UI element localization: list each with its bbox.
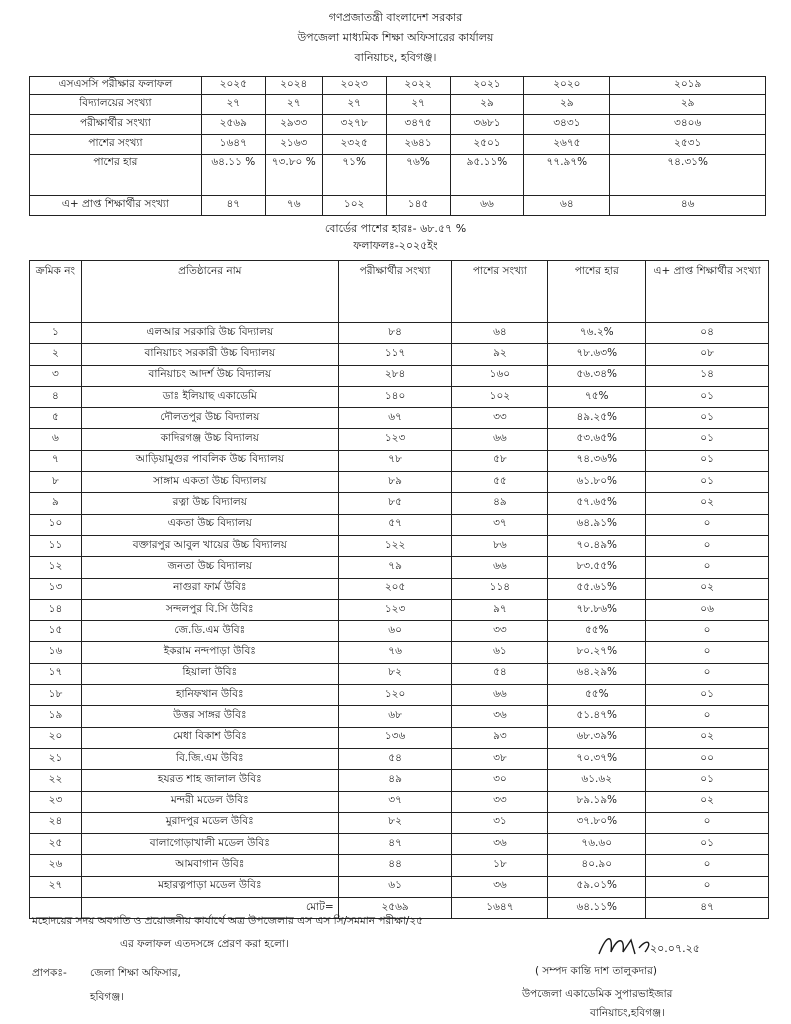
- row-passed: ৩৩: [452, 791, 548, 812]
- col-header-sl: ক্রমিক নং: [30, 261, 82, 323]
- table-row: [30, 429, 769, 450]
- summary-row-label: পাশের সংখ্যা: [30, 135, 202, 155]
- row-sl: ১৪: [30, 599, 82, 620]
- row-passed: ৫৮: [452, 450, 548, 471]
- row-passed: ৩৮: [452, 748, 548, 769]
- row-examinees: ২০৫: [338, 578, 452, 599]
- table-row: [30, 685, 769, 706]
- row-rate: ৫৫%: [548, 685, 646, 706]
- summary-cell: ২৫৬৯: [201, 115, 265, 135]
- row-examinees: ৮৪: [338, 323, 452, 344]
- table-row: [30, 535, 769, 556]
- summary-cell: ২৫৩১: [610, 135, 766, 155]
- header-office: উপজেলা মাধ্যমিক শিক্ষা অফিসারের কার্যালয়: [297, 31, 494, 44]
- row-name: বক্তারপুর আবুল খায়ের উচ্চ বিদ্যালয়: [81, 535, 338, 556]
- row-name: মহারত্নপাড়া মডেল উবিঃ: [81, 876, 338, 897]
- recipient-line-2: হবিগঞ্জ।: [90, 991, 124, 1003]
- row-sl: ২৭: [30, 876, 82, 897]
- row-aplus: ০১: [646, 685, 769, 706]
- summary-cell: ৩২৭৮: [322, 115, 386, 135]
- row-aplus: ০১: [646, 450, 769, 471]
- row-aplus: ০: [646, 557, 769, 578]
- row-rate: ৭৮.৮৬%: [548, 599, 646, 620]
- total-label: মোট=: [81, 898, 338, 919]
- summary-cell: ৩৪০৬: [610, 115, 766, 135]
- row-name: উত্তর সাঙ্গর উবিঃ: [81, 706, 338, 727]
- summary-cell: ৭৪.৩১%: [610, 155, 766, 196]
- row-name: জে.ডি.এম উবিঃ: [81, 621, 338, 642]
- row-sl: ৭: [30, 450, 82, 471]
- row-name: রত্না উচ্চ বিদ্যালয়: [81, 493, 338, 514]
- row-rate: ৬৪.৯১%: [548, 514, 646, 535]
- row-rate: ৭৬.২%: [548, 323, 646, 344]
- row-examinees: ১৩৬: [338, 727, 452, 748]
- row-passed: ৬৬: [452, 685, 548, 706]
- col-header-aplus: এ+ প্রাপ্ত শিক্ষার্থীর সংখ্যা: [646, 261, 769, 323]
- row-name: জনতা উচ্চ বিদ্যালয়: [81, 557, 338, 578]
- row-aplus: ০: [646, 876, 769, 897]
- row-aplus: ০২: [646, 578, 769, 599]
- table-row: [30, 663, 769, 684]
- table-row: [30, 770, 769, 791]
- table-row: [30, 876, 769, 897]
- row-examinees: ২৮৪: [338, 365, 452, 386]
- row-sl: ১৫: [30, 621, 82, 642]
- summary-cell: ২৭: [322, 95, 386, 115]
- row-rate: ৬৪.২৯%: [548, 663, 646, 684]
- row-aplus: ০১: [646, 429, 769, 450]
- row-aplus: ০২: [646, 727, 769, 748]
- row-passed: ৩৬: [452, 876, 548, 897]
- row-passed: ৩৭: [452, 514, 548, 535]
- row-sl: ১৮: [30, 685, 82, 706]
- table-row: [30, 472, 769, 493]
- row-examinees: ৮২: [338, 812, 452, 833]
- summary-table: [29, 76, 766, 216]
- row-passed: ৩৬: [452, 706, 548, 727]
- row-rate: ৫৩.৬৫%: [548, 429, 646, 450]
- table-row: [30, 834, 769, 855]
- row-rate: ৭০.৩৭%: [548, 748, 646, 769]
- row-sl: ১০: [30, 514, 82, 535]
- summary-year: ২০২৫: [201, 77, 265, 95]
- summary-year: ২০২২: [386, 77, 450, 95]
- row-examinees: ৫৭: [338, 514, 452, 535]
- summary-cell: ৬৪: [524, 196, 610, 216]
- summary-cell: ২৯: [450, 95, 524, 115]
- col-header-examinees: পরীক্ষার্থীর সংখ্যা: [338, 261, 452, 323]
- row-name: হিয়ালা উবিঃ: [81, 663, 338, 684]
- row-rate: ৭৮.৬৩%: [548, 344, 646, 365]
- summary-cell: ১৪৫: [386, 196, 450, 216]
- row-sl: ২৩: [30, 791, 82, 812]
- row-examinees: ৬৭: [338, 408, 452, 429]
- row-aplus: ০: [646, 855, 769, 876]
- summary-year: ২০২০: [524, 77, 610, 95]
- summary-row-label: এ+ প্রাপ্ত শিক্ষার্থীর সংখ্যা: [30, 196, 202, 216]
- row-passed: ৬১: [452, 642, 548, 663]
- row-sl: ২: [30, 344, 82, 365]
- row-sl: ৮: [30, 472, 82, 493]
- summary-cell: ২৬৪১: [386, 135, 450, 155]
- row-sl: ৯: [30, 493, 82, 514]
- row-rate: ৬১.৮০%: [548, 472, 646, 493]
- row-passed: ৫৫: [452, 472, 548, 493]
- table-row: [30, 642, 769, 663]
- recipient-label: প্রাপকঃ-: [32, 967, 67, 979]
- row-name: ইকরাম নন্দপাড়া উবিঃ: [81, 642, 338, 663]
- table-row: [30, 791, 769, 812]
- row-aplus: ০১: [646, 408, 769, 429]
- summary-cell: ২৬৭৫: [524, 135, 610, 155]
- row-examinees: ৭৬: [338, 642, 452, 663]
- row-examinees: ৩৭: [338, 791, 452, 812]
- results-body: [30, 323, 769, 898]
- row-aplus: ০: [646, 663, 769, 684]
- summary-cell: ৭৩.৮০ %: [265, 155, 322, 196]
- row-examinees: ১২৩: [338, 429, 452, 450]
- office-header: [0, 11, 791, 65]
- row-aplus: ০৬: [646, 599, 769, 620]
- row-examinees: ১২৩: [338, 599, 452, 620]
- col-header-passed: পাশের সংখ্যা: [452, 261, 548, 323]
- summary-cell: ৬৪.১১ %: [201, 155, 265, 196]
- row-passed: ৩৩: [452, 408, 548, 429]
- table-row: [30, 855, 769, 876]
- row-examinees: ১২২: [338, 535, 452, 556]
- summary-cell: ২৭: [386, 95, 450, 115]
- row-examinees: ৪৪: [338, 855, 452, 876]
- row-sl: ১৭: [30, 663, 82, 684]
- row-name: এলআর সরকারি উচ্চ বিদ্যালয়: [81, 323, 338, 344]
- row-aplus: ০৮: [646, 344, 769, 365]
- row-sl: ২৪: [30, 812, 82, 833]
- row-rate: ৩৭.৮০%: [548, 812, 646, 833]
- summary-cell: ২৩২৫: [322, 135, 386, 155]
- row-rate: ৮০.২৭%: [548, 642, 646, 663]
- row-sl: ২৬: [30, 855, 82, 876]
- results-table: [29, 260, 769, 919]
- row-aplus: ০: [646, 706, 769, 727]
- row-aplus: ০২: [646, 791, 769, 812]
- forwarding-note-1: মহোদয়ের সদয় অবগতি ও প্রয়োজনীয় কার্যার্থে অত্র উপজেলার এস এস সি/সমমান পরীক্ষা/২৫: [32, 915, 423, 927]
- row-passed: ৬৪: [452, 323, 548, 344]
- table-row: [30, 344, 769, 365]
- row-examinees: ৪৭: [338, 834, 452, 855]
- signer-name: ( সম্পদ কান্তি দাশ তালুকদার): [535, 965, 657, 977]
- summary-cell: ২৭: [265, 95, 322, 115]
- signature-date: ২০.০৭.২৫: [650, 942, 700, 955]
- row-examinees: ৮২: [338, 663, 452, 684]
- row-sl: ২১: [30, 748, 82, 769]
- row-rate: ৮৩.৫৫%: [548, 557, 646, 578]
- row-rate: ৫১.৪৭%: [548, 706, 646, 727]
- summary-cell: ২৯৩৩: [265, 115, 322, 135]
- row-sl: ২২: [30, 770, 82, 791]
- header-govt: গণপ্রজাতন্ত্রী বাংলাদেশ সরকার: [328, 11, 463, 24]
- row-rate: ৮৯.১৯%: [548, 791, 646, 812]
- summary-cell: ৭৬: [265, 196, 322, 216]
- table-row: [30, 323, 769, 344]
- row-examinees: ৬৮: [338, 706, 452, 727]
- row-rate: ৪০.৯০: [548, 855, 646, 876]
- row-passed: ৩৬: [452, 834, 548, 855]
- row-rate: ৫৬.৩৪%: [548, 365, 646, 386]
- row-name: হানিফখান উবিঃ: [81, 685, 338, 706]
- forwarding-note-2: এর ফলাফল এতদসঙ্গে প্রেরণ করা হলো।: [120, 938, 289, 950]
- row-passed: ৬৬: [452, 557, 548, 578]
- row-name: বানিয়াচং আদর্শ উচ্চ বিদ্যালয়: [81, 365, 338, 386]
- row-aplus: ০: [646, 514, 769, 535]
- row-passed: ১১৪: [452, 578, 548, 599]
- row-name: মন্দরী মডেল উবিঃ: [81, 791, 338, 812]
- row-examinees: ১১৭: [338, 344, 452, 365]
- row-sl: ৩: [30, 365, 82, 386]
- summary-cell: ৭১%: [322, 155, 386, 196]
- row-aplus: ০: [646, 535, 769, 556]
- row-sl: ৪: [30, 386, 82, 407]
- table-row: [30, 493, 769, 514]
- table-row: [30, 812, 769, 833]
- summary-cell: ২৯: [610, 95, 766, 115]
- row-examinees: ৬০: [338, 621, 452, 642]
- summary-year: ২০২৪: [265, 77, 322, 95]
- summary-cell: ২১৬৩: [265, 135, 322, 155]
- summary-cell: ২৭: [201, 95, 265, 115]
- table-row: [30, 450, 769, 471]
- table-row: [30, 599, 769, 620]
- col-header-rate: পাশের হার: [548, 261, 646, 323]
- row-aplus: ০১: [646, 386, 769, 407]
- header-location: বানিয়াচং, হবিগঞ্জ।: [354, 51, 437, 64]
- row-name: মেধা বিকাশ উবিঃ: [81, 727, 338, 748]
- row-passed: ১৮: [452, 855, 548, 876]
- row-name: সাঙ্গাম একতা উচ্চ বিদ্যালয়: [81, 472, 338, 493]
- row-aplus: ০২: [646, 493, 769, 514]
- row-examinees: ৮৫: [338, 493, 452, 514]
- row-rate: ৭৪.৩৬%: [548, 450, 646, 471]
- row-aplus: ০১: [646, 770, 769, 791]
- row-aplus: ০০: [646, 748, 769, 769]
- row-rate: ৬১.৬২: [548, 770, 646, 791]
- row-passed: ১৬০: [452, 365, 548, 386]
- total-aplus: ৪৭: [646, 898, 769, 919]
- row-examinees: ১২০: [338, 685, 452, 706]
- summary-cell: ১০২: [322, 196, 386, 216]
- row-rate: ৫৭.৬৫%: [548, 493, 646, 514]
- row-rate: ৫৯.০১%: [548, 876, 646, 897]
- row-sl: ১২: [30, 557, 82, 578]
- row-passed: ৮৬: [452, 535, 548, 556]
- row-name: সন্দলপুর বি.সি উবিঃ: [81, 599, 338, 620]
- row-aplus: ১৪: [646, 365, 769, 386]
- row-examinees: ৪৯: [338, 770, 452, 791]
- row-sl: ১৩: [30, 578, 82, 599]
- board-pass-rate: বোর্ডের পাশের হারঃ- ৬৮.৫৭ %: [324, 222, 467, 235]
- row-rate: ৪৯.২৫%: [548, 408, 646, 429]
- summary-cell: ২৫০১: [450, 135, 524, 155]
- row-name: হযরত শাহ জালাল উবিঃ: [81, 770, 338, 791]
- summary-cell: ৭৬%: [386, 155, 450, 196]
- table-row: [30, 621, 769, 642]
- summary-cell: ৪৬: [610, 196, 766, 216]
- summary-year: ২০১৯: [610, 77, 766, 95]
- table-row: [30, 386, 769, 407]
- row-passed: ৯২: [452, 344, 548, 365]
- row-examinees: ৮৯: [338, 472, 452, 493]
- summary-row-label: পরীক্ষার্থীর সংখ্যা: [30, 115, 202, 135]
- summary-cell: ৭৭.৯৭%: [524, 155, 610, 196]
- row-aplus: ০: [646, 642, 769, 663]
- row-aplus: ০১: [646, 472, 769, 493]
- row-rate: ৫৫.৬১%: [548, 578, 646, 599]
- row-passed: ৩১: [452, 812, 548, 833]
- summary-cell: ৪৭: [201, 196, 265, 216]
- row-name: ডাঃ ইলিয়াছ একাডেমি: [81, 386, 338, 407]
- row-name: বি.জি.এম উবিঃ: [81, 748, 338, 769]
- row-aplus: ০: [646, 812, 769, 833]
- table-row: [30, 578, 769, 599]
- row-passed: ৩০: [452, 770, 548, 791]
- row-rate: ৭০.৪৯%: [548, 535, 646, 556]
- summary-year: ২০২১: [450, 77, 524, 95]
- row-sl: ৫: [30, 408, 82, 429]
- row-aplus: ০: [646, 621, 769, 642]
- row-name: বানিয়াচং সরকারী উচ্চ বিদ্যালয়: [81, 344, 338, 365]
- row-name: নাগুরা ফার্ম উবিঃ: [81, 578, 338, 599]
- table-row: [30, 706, 769, 727]
- summary-row-label: পাশের হার: [30, 155, 202, 196]
- row-rate: ৬৮.৩৯%: [548, 727, 646, 748]
- row-name: আমবাগান উবিঃ: [81, 855, 338, 876]
- table-row: [30, 514, 769, 535]
- row-examinees: ৭৯: [338, 557, 452, 578]
- row-passed: ৪৯: [452, 493, 548, 514]
- row-aplus: ০৪: [646, 323, 769, 344]
- row-sl: ১: [30, 323, 82, 344]
- result-year: ফলাফলঃ-২০২৫ইং: [353, 239, 438, 252]
- col-header-name: প্রতিষ্ঠানের নাম: [81, 261, 338, 323]
- table-row: [30, 748, 769, 769]
- row-sl: ১৬: [30, 642, 82, 663]
- summary-cell: ৩৪৭৫: [386, 115, 450, 135]
- table-row: [30, 408, 769, 429]
- row-examinees: ৫৪: [338, 748, 452, 769]
- summary-cell: ৩৪৩১: [524, 115, 610, 135]
- row-sl: ১৯: [30, 706, 82, 727]
- summary-header-label: এসএসসি পরীক্ষার ফলাফল: [30, 77, 202, 95]
- row-name: একতা উচ্চ বিদ্যালয়: [81, 514, 338, 535]
- recipient-line-1: জেলা শিক্ষা অফিসার,: [90, 967, 181, 979]
- row-examinees: ৬১: [338, 876, 452, 897]
- summary-cell: ২৯: [524, 95, 610, 115]
- row-name: বালাগোড়াখালী মডেল উবিঃ: [81, 834, 338, 855]
- row-passed: ৫৪: [452, 663, 548, 684]
- row-passed: ৯৭: [452, 599, 548, 620]
- row-sl: ২৫: [30, 834, 82, 855]
- row-examinees: ১৪০: [338, 386, 452, 407]
- summary-cell: ১৬৪৭: [201, 135, 265, 155]
- summary-row-label: বিদ্যালয়ের সংখ্যা: [30, 95, 202, 115]
- row-examinees: ৭৮: [338, 450, 452, 471]
- row-aplus: ০১: [646, 834, 769, 855]
- row-passed: ৬৬: [452, 429, 548, 450]
- row-name: আড়িয়ামুগুর পাবলিক উচ্চ বিদ্যালয়: [81, 450, 338, 471]
- row-sl: ২০: [30, 727, 82, 748]
- summary-year: ২০২৩: [322, 77, 386, 95]
- signer-title: উপজেলা একাডেমিক সুপারভাইজার: [522, 988, 673, 1000]
- row-rate: ৭৫%: [548, 386, 646, 407]
- table-row: [30, 557, 769, 578]
- total-rate: ৬৪.১১%: [548, 898, 646, 919]
- row-passed: ১০২: [452, 386, 548, 407]
- row-sl: ১১: [30, 535, 82, 556]
- row-rate: ৭৬.৬০: [548, 834, 646, 855]
- total-examinees: ২৫৬৯: [338, 898, 452, 919]
- row-passed: ৯৩: [452, 727, 548, 748]
- summary-cell: ৬৬: [450, 196, 524, 216]
- row-name: কাদিরগঞ্জ উচ্চ বিদ্যালয়: [81, 429, 338, 450]
- summary-cell: ৩৬৮১: [450, 115, 524, 135]
- summary-cell: ৯৫.১১%: [450, 155, 524, 196]
- signer-place: বানিয়াচং,হবিগঞ্জ।: [590, 1007, 665, 1019]
- row-rate: ৫৫%: [548, 621, 646, 642]
- row-sl: ৬: [30, 429, 82, 450]
- row-name: মুরাদপুর মডেল উবিঃ: [81, 812, 338, 833]
- table-row: [30, 727, 769, 748]
- total-passed: ১৬৪৭: [452, 898, 548, 919]
- table-row: [30, 365, 769, 386]
- row-passed: ৩৩: [452, 621, 548, 642]
- row-name: দৌলতপুর উচ্চ বিদ্যালয়: [81, 408, 338, 429]
